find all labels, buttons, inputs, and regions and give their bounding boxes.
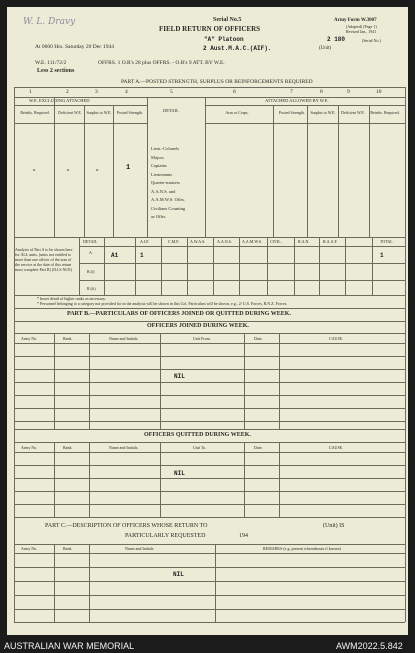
part-c-unit: (Unit) IS — [323, 523, 345, 529]
col-deficient-we: Deficient W.E. — [58, 110, 82, 115]
unit-name: 2 Aust.M.A.C.(AIF). — [203, 45, 272, 52]
quitted-col-rank: Rank. — [63, 445, 73, 450]
quitted-nil: NIL — [174, 470, 185, 477]
analysis-row-a: A. — [89, 250, 93, 255]
serial-small: 2 180 — [327, 36, 346, 43]
offrs-line: OFFRS. 1 O.R's 28 plus OFFRS. - O.R's 9 ATT. BY W.E. — [98, 60, 225, 66]
quitted-col-date: Date. — [254, 445, 263, 450]
analysis-aif: A.I.F. — [140, 239, 150, 244]
analysis-note: Analysis of Part A to be shown here for ALL units, (units not entitled to more than one officer of the arm of the service at the date of this return must complete Part B) (ILLS NCE) — [15, 247, 73, 272]
col-att-reinfts: Reinfts. Required. — [370, 110, 400, 115]
quitted-title: OFFICERS QUITTED DURING WEEK. — [144, 432, 251, 438]
footnote-1: * Insert detail of higher ranks as necessary. — [37, 296, 106, 301]
serial-label: (Serial No.) — [362, 38, 381, 43]
analysis-a-detail-value: A1 — [111, 252, 119, 259]
archive-footer — [0, 638, 415, 653]
rank-aamws: A.A.M.W.S. Offrs. — [151, 197, 186, 202]
col-arm-corps: Arm or Corps. — [225, 110, 249, 115]
analysis-aamws: A.A.M.W.S. — [242, 239, 262, 244]
analysis-ran: R.A.N. — [298, 239, 310, 244]
part-c-requested: PARTICULARLY REQUESTED — [125, 533, 206, 539]
analysis-total-value: 1 — [380, 252, 384, 259]
unit-label: (Unit) — [319, 46, 332, 51]
part-a-title: PART A.—POSTED STRENGTH, SURPLUS OR REINFORCEMENTS REQUIRED — [121, 79, 313, 85]
footnote-2: * Personnel belonging to a category not provided for in the analysis will be shown in this Col. Particulars will be shown, e.g., 2/ U.S. Forces, R.N.Z. Forces. — [37, 301, 288, 306]
col-posted-strength: Posted Strength. — [116, 110, 144, 115]
part-c-col-remarks: REMARKS (e.g. present whereabouts if known) — [263, 546, 341, 551]
group-we-excluding: W.E. EXCLUDING ATTACHED — [29, 98, 90, 103]
part-c-col-army-no: Army No. — [21, 546, 38, 551]
value-deficient: - — [66, 167, 71, 175]
col-num-10: 10 — [376, 89, 382, 95]
quitted-col-cause: CAUSE. — [329, 445, 344, 450]
joined-title: OFFICERS JOINED DURING WEEK. — [147, 323, 249, 329]
value-posted-strength: 1 — [126, 164, 131, 172]
analysis-row-rii: R.(ii) — [87, 286, 96, 291]
part-c-col-name: Name and Initials — [125, 546, 154, 551]
analysis-awas: A.W.A.S. — [190, 239, 206, 244]
group-attached-allowed: ATTACHED ALLOWED BY W.E. — [265, 98, 329, 103]
col-att-deficient: Deficient W.E. — [341, 110, 365, 115]
handwritten-annotation: W. L. Dravy — [23, 17, 76, 27]
col-num-8: 8 — [320, 89, 323, 95]
serial-number: Serial No.5 — [213, 17, 242, 23]
joined-col-unit-from: Unit From. — [193, 336, 211, 341]
col-num-4: 4 — [125, 89, 128, 95]
rank-captains: Captains — [151, 163, 167, 168]
col-surplus-we: Surplus to W.E. — [86, 110, 112, 115]
col-num-9: 9 — [347, 89, 350, 95]
rank-lt-colonels: Lieut.-Colonels — [151, 146, 180, 151]
col-num-6: 6 — [233, 89, 236, 95]
form-revised: Revised Jan., 1941 — [346, 29, 377, 34]
rank-lieutenants: Lieutenants — [151, 171, 172, 177]
form-number: Army Form W.3007 — [334, 18, 377, 23]
date-line: At 0600 Hrs. Saturday 20 Dec 1944 — [35, 44, 114, 50]
form-title: FIELD RETURN OF OFFICERS — [159, 25, 261, 33]
part-c-col-rank: Rank — [63, 546, 72, 551]
analysis-aans: A.A.N.S. — [217, 239, 232, 244]
analysis-a-aif-value: 1 — [140, 252, 144, 259]
joined-col-name: Name and Initials. — [109, 336, 139, 341]
quitted-col-unit-to: Unit To. — [193, 445, 207, 450]
value-surplus: - — [95, 167, 100, 175]
col-att-surplus: Surplus to W.E. — [310, 110, 336, 115]
analysis-civil: CIVIL. — [270, 239, 282, 244]
col-num-7: 7 — [290, 89, 293, 95]
joined-col-rank: Rank. — [63, 336, 73, 341]
col-num-1: 1 — [29, 89, 32, 95]
part-c-year: 194 — [239, 533, 248, 539]
ranks-list — [151, 145, 205, 222]
analysis-raaf: R.A.A.F. — [323, 239, 338, 244]
col-num-5: 5 — [170, 89, 173, 95]
joined-col-date: Date. — [254, 336, 263, 341]
joined-nil: NIL — [174, 373, 185, 380]
form-note: (Adapted) (Page 1) — [346, 24, 377, 29]
part-c-title: PART C.—DESCRIPTION OF OFFICERS WHOSE RETURN TO — [45, 523, 208, 529]
footer-institution: AUSTRALIAN WAR MEMORIAL — [4, 641, 135, 651]
we-line: W.E. 111/72/2 — [35, 60, 67, 66]
rank-quartermasters: Quarter-masters — [151, 180, 180, 185]
detail-header: DETAIL — [163, 108, 179, 113]
value-reinfts-required: - — [32, 167, 37, 175]
rank-civilians-2: as Offrs. — [151, 214, 167, 219]
rank-aans: A.A.N.S. and — [151, 188, 176, 194]
analysis-cmf: C.M.F. — [168, 239, 180, 244]
joined-col-cause: CAUSE. — [329, 336, 344, 341]
part-c-nil: NIL — [173, 571, 184, 578]
col-num-3: 3 — [95, 89, 98, 95]
rank-civilians: Civilians Counting — [151, 205, 186, 211]
col-reinfts-required: Reinfts. Required. — [20, 110, 50, 115]
analysis-total: TOTAL — [380, 239, 393, 244]
form-sheet — [7, 7, 408, 635]
rank-majors: Majors — [151, 154, 164, 160]
col-att-posted: Posted Strength. — [278, 110, 306, 115]
quitted-col-army-no: Army No. — [21, 445, 38, 450]
unit-platoon: "A" Platoon — [204, 36, 244, 43]
analysis-row-ri: R.(i) — [87, 269, 95, 274]
joined-col-army-no: Army No. — [21, 336, 38, 341]
part-b-title: PART B.—PARTICULARS OF OFFICERS JOINED OR QUITTED DURING WEEK. — [67, 311, 291, 317]
col-num-2: 2 — [66, 89, 69, 95]
less-sections: Less 2 sections — [37, 68, 75, 74]
quitted-col-name: Name and Initials. — [109, 445, 139, 450]
footer-accession: AWM2022.5.842 — [336, 641, 403, 651]
analysis-detail: DETAIL — [83, 239, 98, 244]
